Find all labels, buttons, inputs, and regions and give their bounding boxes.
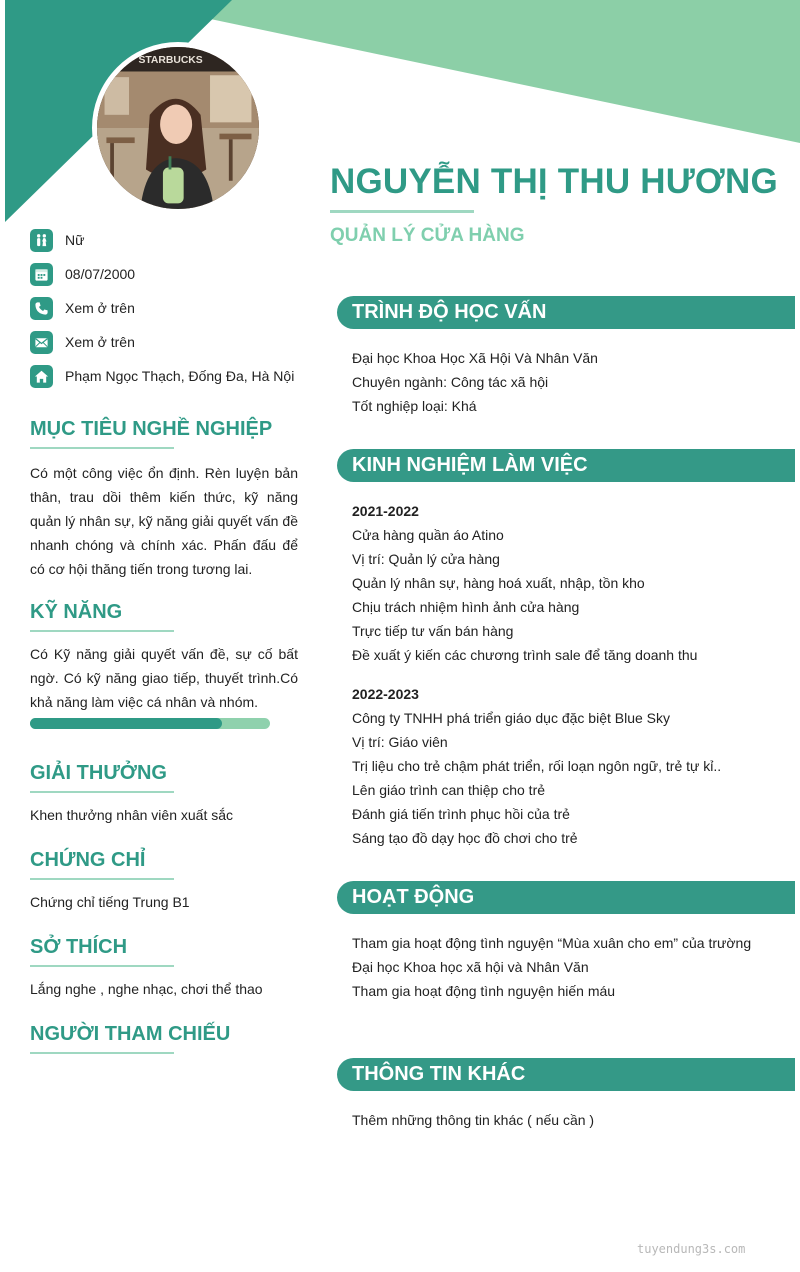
section-underline — [30, 447, 174, 449]
education-line: Đại học Khoa Học Xã Hội Và Nhân Văn — [352, 350, 598, 366]
hobbies-heading: SỞ THÍCH — [30, 936, 128, 958]
job-line: Vị trí: Giáo viên — [352, 734, 448, 750]
experience-heading: KINH NGHIỆM LÀM VIỆC — [352, 454, 588, 476]
references-heading: NGƯỜI THAM CHIẾU — [30, 1023, 231, 1045]
job-line: Đánh giá tiến trình phục hồi của trẻ — [352, 806, 570, 822]
contact-birthdate — [30, 257, 320, 291]
activities-header-bar — [337, 881, 795, 914]
other-info-body — [352, 1108, 792, 1132]
job-line: Trực tiếp tư vấn bán hàng — [352, 623, 514, 639]
skill-level-bar — [30, 718, 270, 729]
experience-job-1 — [352, 499, 792, 667]
education-line: Tốt nghiệp loại: Khá — [352, 398, 477, 414]
phone-icon — [30, 297, 53, 320]
awards-text: Khen thưởng nhân viên xuất sắc — [30, 807, 234, 823]
name-underline — [330, 210, 474, 213]
other-info-text: Thêm những thông tin khác ( nếu cần ) — [352, 1112, 595, 1128]
section-underline — [30, 878, 174, 880]
contact-address — [30, 359, 320, 393]
skills-text: Có Kỹ năng giải quyết vấn đề, sự cố bất ngờ. Có kỹ năng giao tiếp, thuyết trình.Có khả năng làm việc cá nhân và nhóm. — [30, 646, 298, 710]
section-underline — [30, 965, 174, 967]
skills-heading: KỸ NĂNG — [30, 601, 123, 623]
job-line: Quản lý nhân sự, hàng hoá xuất, nhập, tồn kho — [352, 575, 645, 591]
calendar-icon — [30, 263, 53, 286]
activity-line: Tham gia hoạt động tình nguyện hiến máu — [352, 983, 616, 999]
section-underline — [30, 630, 174, 632]
contact-gender — [30, 223, 320, 257]
job-years: 2021-2022 — [352, 503, 419, 519]
certificates-heading: CHỨNG CHỈ — [30, 849, 146, 871]
education-header-bar — [337, 296, 795, 329]
watermark: tuyendung3s.com — [637, 1242, 746, 1256]
education-line: Chuyên ngành: Công tác xã hội — [352, 374, 549, 390]
gender-icon — [30, 229, 53, 252]
hobbies-text: Lắng nghe , nghe nhạc, chơi thể thao — [30, 981, 263, 997]
profile-photo — [92, 42, 264, 214]
contact-text: Phạm Ngọc Thạch, Đống Đa, Hà Nội — [65, 368, 295, 384]
contact-list — [30, 223, 320, 393]
contact-text: Xem ở trên — [65, 334, 135, 350]
activity-line: Tham gia hoạt động tình nguyện “Mùa xuân cho em” của trường — [352, 935, 752, 951]
job-title: QUẢN LÝ CỬA HÀNG — [330, 225, 525, 246]
activity-line: Đại học Khoa học xã hội và Nhân Văn — [352, 959, 589, 975]
mail-icon — [30, 331, 53, 354]
other-info-heading: THÔNG TIN KHÁC — [352, 1063, 526, 1085]
section-underline — [30, 791, 174, 793]
job-line: Lên giáo trình can thiệp cho trẻ — [352, 782, 546, 798]
job-line: Cửa hàng quần áo Atino — [352, 527, 504, 543]
other-info-header-bar — [337, 1058, 795, 1091]
objective-text: Có một công việc ổn định. Rèn luyện bản thân, trau dồi thêm kiến thức, kỹ năng quản lý nhân sự, kỹ năng giải quyết vấn đề nhanh chóng và chính xác. Phấn đấu để có cơ hội thăng tiến trong tương lai. — [30, 465, 298, 577]
job-line: Vị trí: Quản lý cửa hàng — [352, 551, 500, 567]
job-line: Công ty TNHH phá triển giáo dục đặc biệt Blue Sky — [352, 710, 671, 726]
contact-phone — [30, 291, 320, 325]
contact-text: Xem ở trên — [65, 300, 135, 316]
contact-text: Nữ — [65, 232, 85, 248]
references-section — [30, 1023, 298, 1054]
photo-sign-text: STARBUCKS — [138, 55, 203, 67]
job-line: Trị liệu cho trẻ chậm phát triển, rối loạn ngôn ngữ, trẻ tự kỉ.. — [352, 758, 722, 774]
job-line: Đề xuất ý kiến các chương trình sale để tăng doanh thu — [352, 647, 698, 663]
objective-heading: MỤC TIÊU NGHỀ NGHIỆP — [30, 418, 273, 440]
awards-section — [30, 762, 298, 827]
education-body — [352, 346, 792, 418]
contact-email — [30, 325, 320, 359]
education-heading: TRÌNH ĐỘ HỌC VẤN — [352, 301, 547, 323]
contact-text: 08/07/2000 — [65, 266, 136, 282]
objective-section — [30, 418, 298, 581]
home-icon — [30, 365, 53, 388]
certificates-text: Chứng chỉ tiếng Trung B1 — [30, 894, 190, 910]
activities-heading: HOẠT ĐỘNG — [352, 886, 475, 908]
awards-heading: GIẢI THƯỞNG — [30, 762, 167, 784]
hobbies-section — [30, 936, 298, 1001]
job-line: Sáng tạo đồ dạy học đồ chơi cho trẻ — [352, 830, 578, 846]
certificates-section — [30, 849, 298, 914]
candidate-name: NGUYỄN THỊ THU HƯƠNG — [330, 162, 778, 201]
skill-level-fill — [30, 718, 222, 729]
section-underline — [30, 1052, 174, 1054]
job-line: Chịu trách nhiệm hình ảnh cửa hàng — [352, 599, 580, 615]
activities-body — [352, 931, 792, 1003]
job-years: 2022-2023 — [352, 686, 419, 702]
experience-job-2 — [352, 682, 792, 850]
experience-header-bar — [337, 449, 795, 482]
skills-section — [30, 601, 298, 714]
